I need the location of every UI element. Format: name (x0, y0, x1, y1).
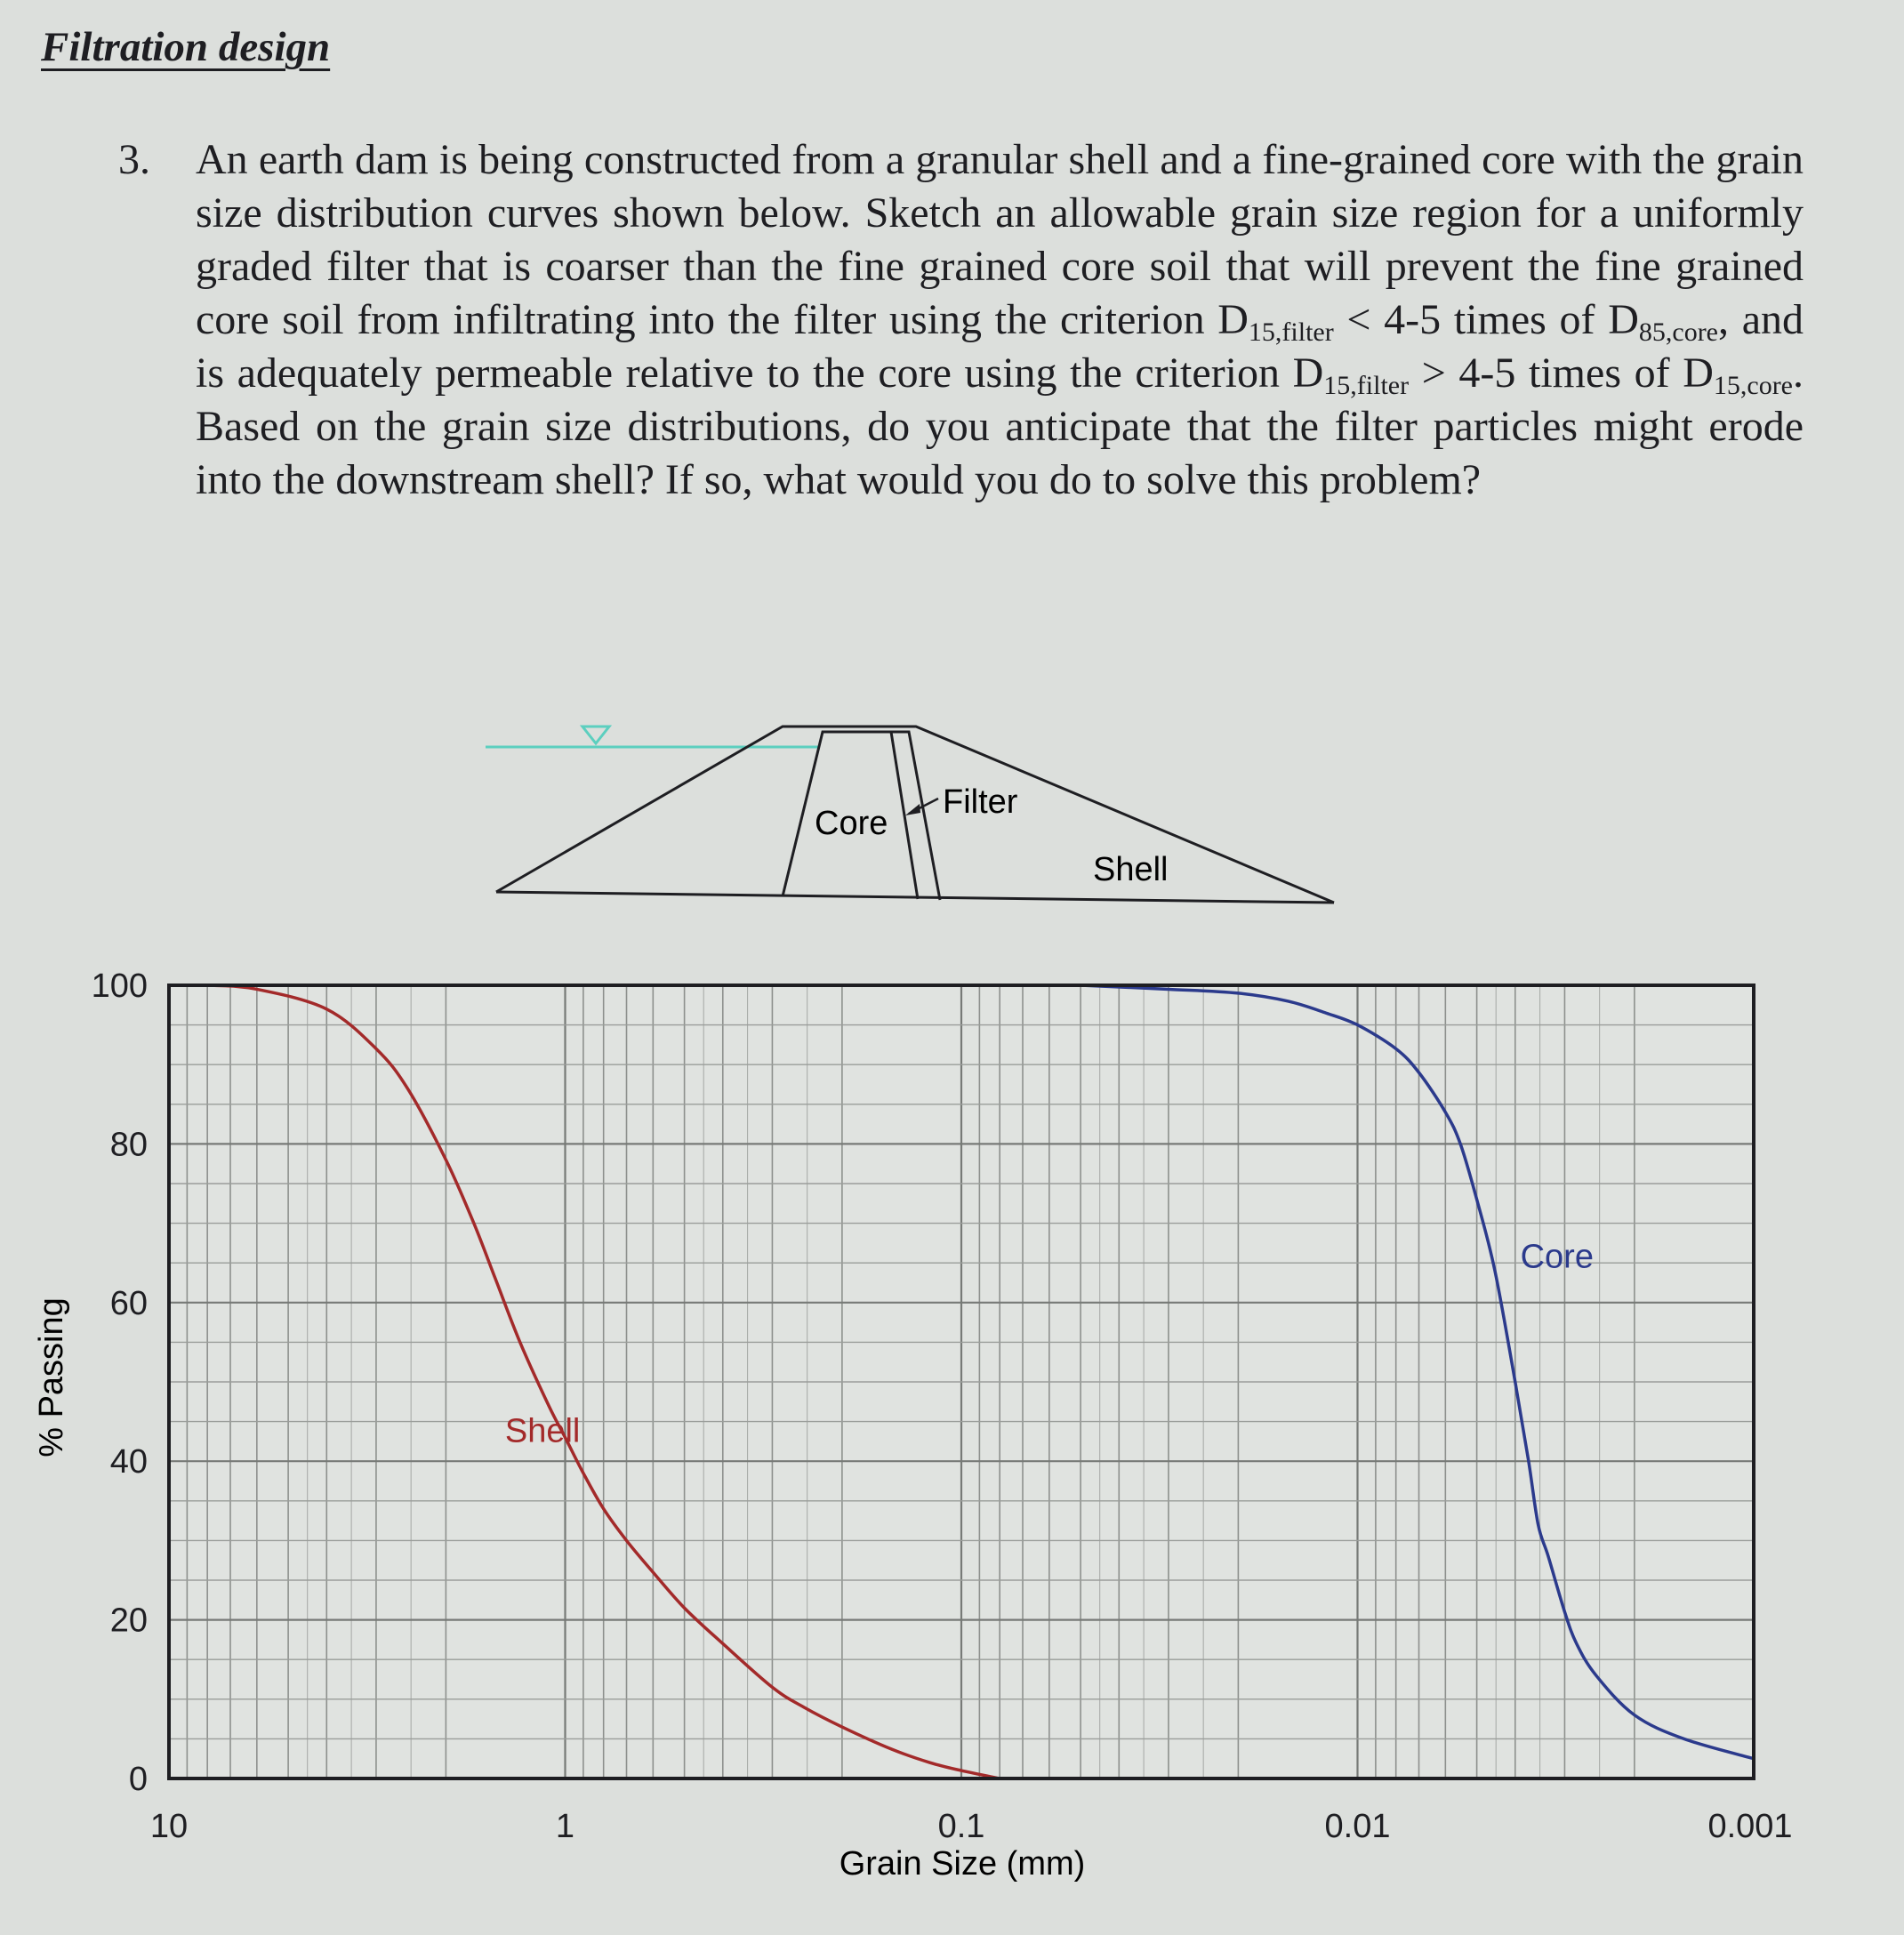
y-tick-label: 0 (128, 1761, 148, 1798)
grain-size-chart (33, 968, 1793, 1883)
water-level-triangle-icon (582, 727, 609, 743)
y-tick-label: 80 (109, 1126, 148, 1164)
question-text-part: < 4-5 times of D (1333, 296, 1639, 343)
x-tick-label: 10 (149, 1808, 189, 1845)
dam-shell-label: Shell (1093, 851, 1169, 888)
x-tick-label: 0.1 (937, 1808, 985, 1845)
dam-filter-label: Filter (943, 783, 1018, 821)
shell-curve-label: Shell (504, 1412, 581, 1450)
y-tick-label: 100 (91, 968, 148, 1005)
question-number: 3. (118, 136, 150, 183)
subscript-d15-filter: 15,filter (1323, 371, 1410, 400)
y-tick-label: 40 (109, 1443, 148, 1481)
core-curve-label: Core (1520, 1238, 1594, 1276)
question-text-part: > 4-5 times of D (1409, 349, 1714, 397)
y-tick-label: 20 (109, 1602, 148, 1640)
y-axis-label: % Passing (33, 1297, 70, 1457)
x-tick-labels (150, 1808, 1793, 1845)
filter-zone (891, 732, 940, 900)
subscript-d15-filter: 15,filter (1248, 317, 1334, 347)
subscript-d85-core: 85,core (1638, 317, 1718, 347)
subscript-d15-core: 15,core (1713, 371, 1793, 400)
y-tick-labels (92, 968, 148, 1798)
x-tick-label: 0.01 (1324, 1808, 1391, 1845)
question-text-part: , and is adequately permeable relative to the core using the criterion D (196, 296, 1804, 397)
y-tick-label: 60 (109, 1284, 148, 1322)
question-text-part: . Based on the grain size distributions, do you anticipate that the filter particles might erode into the downstream shell? If so, what would you do to solve this problem? (196, 349, 1804, 503)
dam-cross-section (486, 727, 1334, 903)
dam-core-label: Core (815, 805, 888, 842)
x-tick-label: 0.001 (1707, 1808, 1793, 1845)
dam-base (496, 892, 1334, 903)
page-title: Filtration design (41, 24, 331, 70)
filter-pointer-arrowhead-icon (905, 804, 920, 815)
x-axis-label: Grain Size (mm) (839, 1845, 1086, 1883)
x-tick-label: 1 (555, 1808, 575, 1845)
question-text-part: An earth dam is being constructed from a granular shell and a fine-grained core with the grain size distribution curves shown below. Sketch an allowable grain size region for a uniformly graded filter that is coarser than the fine grained core soil that will prevent the fine grained core soil from infiltrating into the filter using the criterion D (196, 136, 1804, 343)
